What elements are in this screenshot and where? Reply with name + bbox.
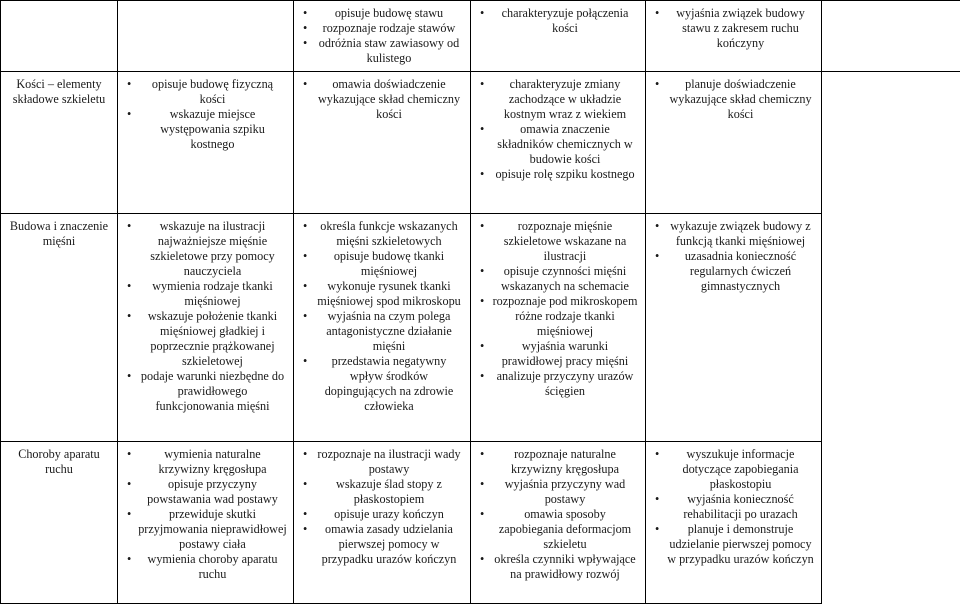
requirements-cell bbox=[294, 214, 471, 442]
requirements-cell bbox=[118, 72, 294, 214]
list bbox=[300, 77, 464, 122]
list-item: • rozpoznaje mięśnie szkieletowe wskazane na ilustracji bbox=[477, 219, 639, 264]
list-item: • wskazuje na ilustracji najważniejsze mięśnie szkieletowe przy pomocy nauczyciela bbox=[124, 219, 287, 279]
list-item: • opisuje budowę tkanki mięśniowej bbox=[300, 249, 464, 279]
list-item: • opisuje rolę szpiku kostnego bbox=[477, 167, 639, 182]
list-item: • wyjaśnia związek budowy stawu z zakresem ruchu kończyny bbox=[652, 6, 815, 51]
list bbox=[124, 219, 287, 414]
requirements-cell bbox=[294, 1, 471, 72]
requirements-cell bbox=[471, 72, 646, 214]
list-item: • charakteryzuje zmiany zachodzące w układzie kostnym wraz z wiekiem bbox=[477, 77, 639, 122]
list-item: • opisuje czynności mięśni wskazanych na schemacie bbox=[477, 264, 639, 294]
list-item: • opisuje urazy kończyn bbox=[300, 507, 464, 522]
list-item: • opisuje budowę stawu bbox=[300, 6, 464, 21]
list-item: • określa czynniki wpływające na prawidłowy rozwój bbox=[477, 552, 639, 582]
list bbox=[477, 447, 639, 582]
requirements-cell bbox=[118, 1, 294, 72]
table-body bbox=[1, 1, 960, 604]
requirements-cell bbox=[118, 442, 294, 604]
row-name-cell bbox=[1, 1, 118, 72]
list-item: • wyjaśnia warunki prawidłowej pracy mięśni bbox=[477, 339, 639, 369]
table-row bbox=[1, 1, 960, 72]
table-row bbox=[1, 442, 960, 604]
list bbox=[477, 219, 639, 399]
list-item: • rozpoznaje pod mikroskopem różne rodzaje tkanki mięśniowej bbox=[477, 294, 639, 339]
list-item: • wyjaśnia przyczyny wad postawy bbox=[477, 477, 639, 507]
requirements-cell bbox=[471, 214, 646, 442]
list-item: • wyjaśnia na czym polega antagonistyczne działanie mięśni bbox=[300, 309, 464, 354]
list-item: • opisuje budowę fizyczną kości bbox=[124, 77, 287, 107]
requirements-cell bbox=[471, 1, 646, 72]
list-item: • omawia zasady udzielania pierwszej pomocy w przypadku urazów kończyn bbox=[300, 522, 464, 567]
list bbox=[300, 6, 464, 66]
list bbox=[652, 447, 815, 567]
requirements-cell bbox=[294, 72, 471, 214]
list-item: • określa funkcje wskazanych mięśni szkieletowych bbox=[300, 219, 464, 249]
list bbox=[652, 77, 815, 122]
requirements-cell bbox=[646, 442, 822, 604]
list-item: • analizuje przyczyny urazów ścięgien bbox=[477, 369, 639, 399]
list-item: • wymienia rodzaje tkanki mięśniowej bbox=[124, 279, 287, 309]
row-name-cell: Kości – elementy składowe szkieletu bbox=[1, 72, 118, 214]
list bbox=[477, 6, 639, 36]
list-item: • wymienia choroby aparatu ruchu bbox=[124, 552, 287, 582]
requirements-cell bbox=[646, 1, 822, 72]
list-item: • opisuje przyczyny powstawania wad postawy bbox=[124, 477, 287, 507]
list-item: • wyszukuje informacje dotyczące zapobiegania płaskostopiu bbox=[652, 447, 815, 492]
row-name-cell: Budowa i znaczenie mięśni bbox=[1, 214, 118, 442]
list-item: • rozpoznaje na ilustracji wady postawy bbox=[300, 447, 464, 477]
list-item: • przewiduje skutki przyjmowania nieprawidłowej postawy ciała bbox=[124, 507, 287, 552]
requirements-cell bbox=[294, 442, 471, 604]
list-item: • rozpoznaje rodzaje stawów bbox=[300, 21, 464, 36]
list bbox=[124, 447, 287, 582]
requirements-cell bbox=[646, 72, 822, 214]
requirements-cell bbox=[118, 214, 294, 442]
row-name-cell: Choroby aparatu ruchu bbox=[1, 442, 118, 604]
list bbox=[124, 77, 287, 152]
list bbox=[300, 447, 464, 567]
list-item: • wymienia naturalne krzywizny kręgosłupa bbox=[124, 447, 287, 477]
list-item: • omawia znaczenie składników chemicznych w budowie kości bbox=[477, 122, 639, 167]
list bbox=[652, 219, 815, 294]
list-item: • wskazuje położenie tkanki mięśniowej gładkiej i poprzecznie prążkowanej szkieletowej bbox=[124, 309, 287, 369]
table-row bbox=[1, 214, 960, 442]
list-item: • charakteryzuje połączenia kości bbox=[477, 6, 639, 36]
list-item: • wskazuje ślad stopy z płaskostopiem bbox=[300, 477, 464, 507]
list-item: • wskazuje miejsce występowania szpiku kostnego bbox=[124, 107, 287, 152]
list bbox=[300, 219, 464, 414]
table-row bbox=[1, 72, 960, 214]
list-item: • rozpoznaje naturalne krzywizny kręgosłupa bbox=[477, 447, 639, 477]
list-item: • wyjaśnia konieczność rehabilitacji po urazach bbox=[652, 492, 815, 522]
requirements-cell bbox=[822, 1, 960, 72]
requirements-cell bbox=[471, 442, 646, 604]
list bbox=[477, 77, 639, 182]
list-item: • wykonuje rysunek tkanki mięśniowej spod mikroskopu bbox=[300, 279, 464, 309]
list-item: • planuje i demonstruje udzielanie pierwszej pomocy w przypadku urazów kończyn bbox=[652, 522, 815, 567]
list bbox=[652, 6, 815, 51]
list-item: • omawia doświadczenie wykazujące skład chemiczny kości bbox=[300, 77, 464, 122]
list-item: • uzasadnia konieczność regularnych ćwiczeń gimnastycznych bbox=[652, 249, 815, 294]
list-item: • odróżnia staw zawiasowy od kulistego bbox=[300, 36, 464, 66]
list-item: • wykazuje związek budowy z funkcją tkanki mięśniowej bbox=[652, 219, 815, 249]
list-item: • podaje warunki niezbędne do prawidłowego funkcjonowania mięśni bbox=[124, 369, 287, 414]
list-item: • omawia sposoby zapobiegania deformacjom szkieletu bbox=[477, 507, 639, 552]
list-item: • przedstawia negatywny wpływ środków dopingujących na zdrowie człowieka bbox=[300, 354, 464, 414]
list-item: • planuje doświadczenie wykazujące skład chemiczny kości bbox=[652, 77, 815, 122]
requirements-cell bbox=[646, 214, 822, 442]
